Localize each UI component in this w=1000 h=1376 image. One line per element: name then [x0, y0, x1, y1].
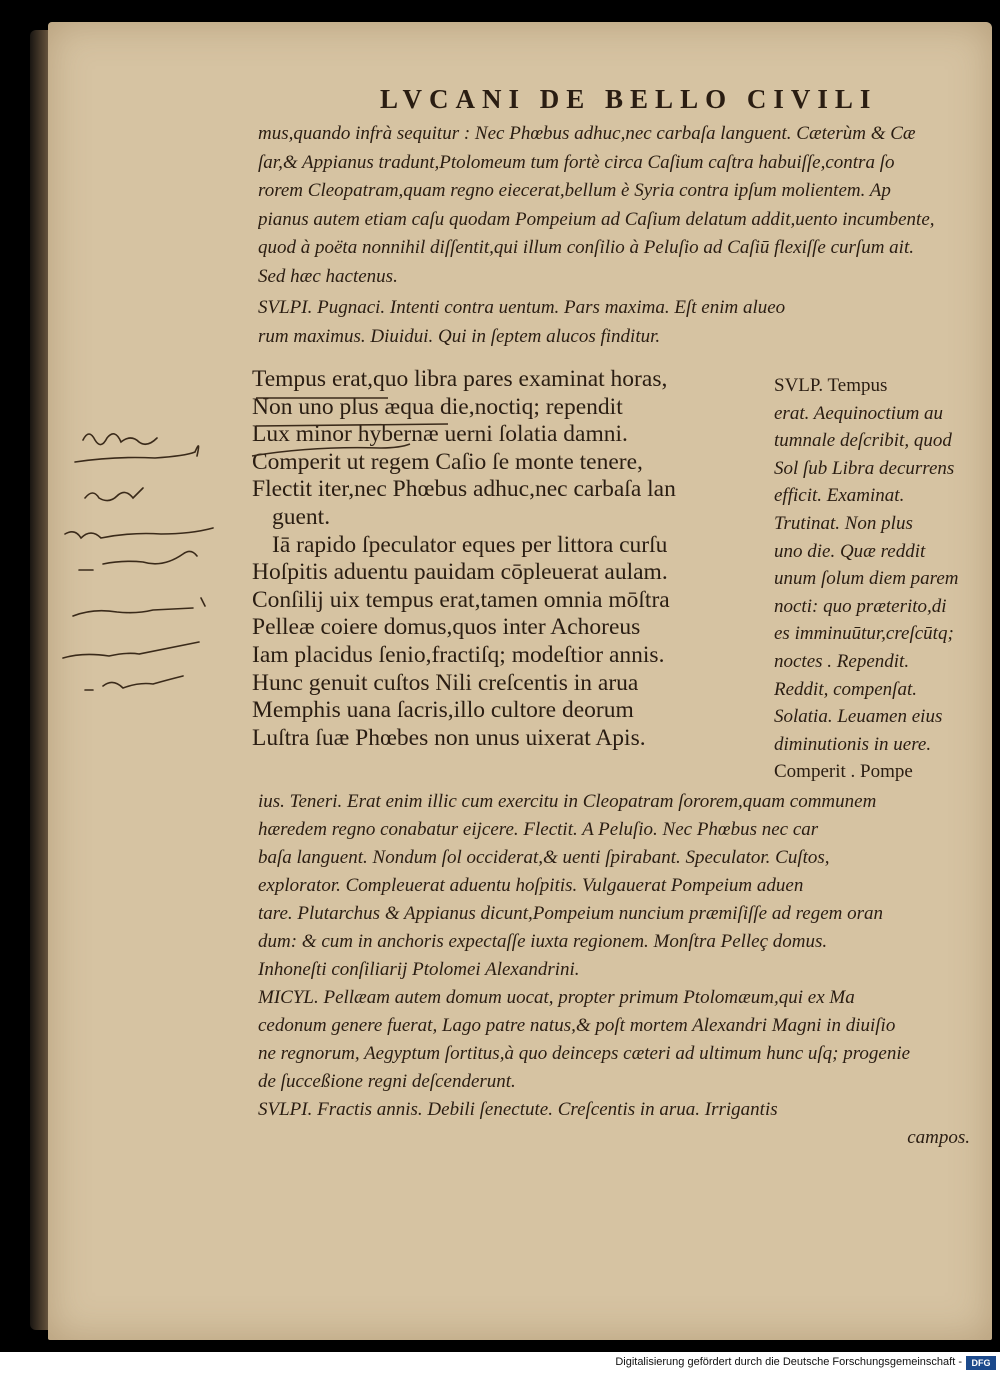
- gloss-line: Solatia. Leuamen eius: [774, 706, 943, 728]
- verse-line: Lux minor hybernæ uerni ſolatia damni.: [252, 421, 628, 448]
- commentary-line: campos.: [907, 1127, 970, 1148]
- commentary-line: mus,quando infrà sequitur : Nec Phœbus adhuc,nec carbaſa languent. Cæterùm & Cæ: [258, 123, 916, 144]
- commentary-line: tare. Plutarchus & Appianus dicunt,Pompeium nuncium præmiſiſſe ad regem oran: [258, 903, 884, 924]
- sulpi-line: SVLPI. Pugnaci. Intenti contra uentum. Pars maxima. Eſt enim alueo: [258, 297, 786, 318]
- verse-line: Flectit iter,nec Phœbus adhuc,nec carbaſa lan: [252, 476, 676, 503]
- verse-line: Iā rapido ſpeculator eques per littora curſu: [272, 531, 668, 558]
- commentary-line: cedonum genere fuerat, Lago patre natus,& poſt mortem Alexandri Magni in diuiſio: [258, 1015, 896, 1036]
- commentary-line: dum: & cum in anchoris expectaſſe iuxta regionem. Monſtra Pelleç domus.: [258, 931, 828, 952]
- underline-marks: [250, 384, 500, 464]
- commentary-line: baſa languent. Nondum ſol occiderat,& uenti ſpirabant. Speculator. Cuſtos,: [258, 847, 830, 868]
- commentary-line: ſar,& Appianus tradunt,Ptolomeum tum fortè circa Caſium caſtra habuiſſe,contra ſo: [258, 151, 895, 173]
- commentary-line: ius. Teneri. Erat enim illic cum exercitu in Cleopatram ſororem,quam communem: [258, 791, 877, 812]
- side-gloss: [774, 372, 989, 786]
- commentary-line: hæredem regno conabatur eijcere. Flectit. A Peluſio. Nec Phœbus nec car: [258, 819, 819, 840]
- verse-line: Conſilij uix tempus erat,tamen omnia mōſtra: [252, 586, 670, 613]
- verse-line: Pelleæ coiere domus,quos inter Achoreus: [252, 614, 641, 641]
- commentary-line: explorator. Compleuerat aduentu hoſpitis. Vulgauerat Pompeium aduen: [258, 875, 804, 896]
- verse-line: Hoſpitis aduentu pauidam cōpleuerat aulam.: [252, 559, 668, 586]
- digitization-credit: Digitalisierung gefördert durch die Deutsche Forschungsgemeinschaft -: [615, 1356, 962, 1368]
- commentary-line: pianus autem etiam caſu quodam Pompeium ad Caſium delatum addit,uento incumbente,: [258, 208, 935, 230]
- verse-line: Iam placidus ſenio,fractiſq; modeſtior annis.: [252, 641, 665, 668]
- commentary-line: rorem Cleopatram,quam regno eiecerat,bellum è Syria contra ipſum molientem. Ap: [258, 180, 891, 201]
- sulpi-line: rum maximus. Diuidui. Qui in ſeptem alucos finditur.: [258, 325, 661, 347]
- gloss-line: uno die. Quæ reddit: [774, 540, 926, 562]
- commentary-line: Sed hæc hactenus.: [258, 265, 398, 287]
- commentary-line: quod à poëta nonnihil diſſentit,qui illum conſilio à Peluſio ad Caſiū flexiſſe curſum ait.: [258, 237, 914, 258]
- commentary-top: [258, 120, 988, 291]
- gloss-line: noctes . Rependit.: [774, 650, 910, 672]
- sulpi-note-top: [258, 294, 988, 351]
- verse-line: Luſtra ſuæ Phœbes non unus uixerat Apis.: [252, 724, 646, 751]
- verse-line: Tempus erat,quo libra pares examinat horas,: [252, 366, 668, 392]
- gloss-line: Sol ſub Libra decurrens: [774, 457, 955, 479]
- commentary-line: SVLPI. Fractis annis. Debili ſenectute. Creſcentis in arua. Irrigantis: [258, 1099, 778, 1120]
- dfg-logo: DFG: [966, 1356, 996, 1370]
- gloss-line: diminutionis in uere.: [774, 733, 932, 755]
- gloss-line: SVLP. Tempus: [774, 375, 888, 396]
- verse-line: Memphis uana ſacris,illo cultore deorum: [252, 697, 634, 724]
- verse-line: Hunc genuit cuſtos Nili creſcentis in arua: [252, 669, 639, 696]
- gloss-line: Reddit, compenſat.: [774, 678, 917, 700]
- gloss-line: es imminuūtur,creſcūtq;: [774, 623, 954, 645]
- gloss-line: nocti: quo præterito,di: [774, 595, 947, 617]
- commentary-line: MICYL. Pellæam autem domum uocat, propter primum Ptolomæum,qui ex Ma: [258, 987, 855, 1008]
- gloss-line: efficit. Examinat.: [774, 485, 905, 507]
- commentary-line: de ſucceßione regni deſcenderunt.: [258, 1071, 516, 1092]
- commentary-bottom: [258, 788, 988, 1152]
- handwritten-marginalia: [55, 410, 265, 710]
- verse-line: guent.: [272, 503, 331, 530]
- gloss-line: Comperit . Pompe: [774, 761, 913, 783]
- commentary-line: ne regnorum, Aegyptum ſortitus,à quo deinceps cæteri ad ultimum hunc uſq; progenie: [258, 1043, 911, 1064]
- running-header: LVCANI DE BELLO CIVILI: [380, 84, 878, 114]
- verse-line: Comperit ut regem Caſio ſe monte tenere,: [252, 448, 643, 475]
- verse-line: Non uno plus æqua die,noctiq; rependit: [252, 393, 623, 420]
- gloss-line: tumnale deſcribit, quod: [774, 430, 952, 452]
- commentary-line: Inhoneſti conſiliarij Ptolomei Alexandrini.: [258, 959, 580, 980]
- gloss-line: unum ſolum diem parem: [774, 568, 959, 590]
- gloss-line: erat. Aequinoctium au: [774, 402, 944, 424]
- gloss-line: Trutinat. Non plus: [774, 512, 913, 534]
